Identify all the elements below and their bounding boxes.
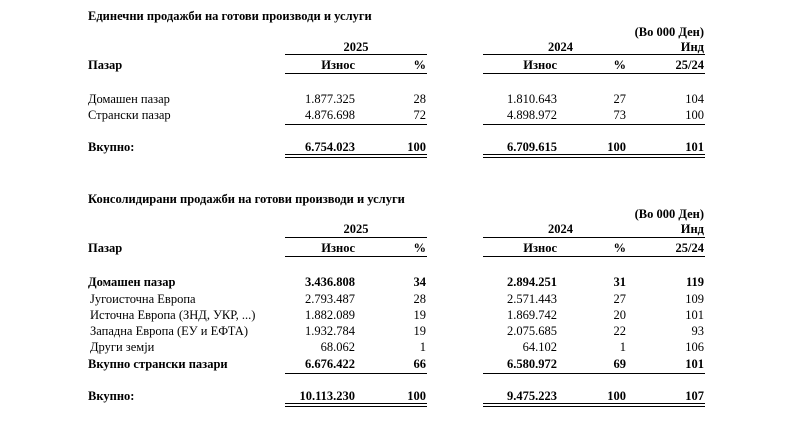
total-pct-2025: 100 <box>407 140 426 154</box>
row-pct-2024: 20 <box>613 308 626 322</box>
table2-total-double-underline-2024 <box>483 403 705 407</box>
total-label: Вкупно: <box>88 389 135 403</box>
table1-2025-underline <box>285 54 427 55</box>
table1-header-amount-2024: Износ <box>523 58 557 72</box>
total-amount-2024: 9.475.223 <box>507 389 557 403</box>
table2-header-market: Пазар <box>88 241 123 255</box>
row-pct-2024: 27 <box>613 292 626 306</box>
table1-year-2024: 2024 <box>548 40 573 54</box>
row-pct-2025: 34 <box>413 275 426 289</box>
row-amount-2025: 2.793.487 <box>305 292 355 306</box>
table2-year-2024: 2024 <box>548 222 573 236</box>
row-pct-2024: 31 <box>613 275 626 289</box>
row-amount-2025: 1.932.784 <box>305 324 355 338</box>
row-label: Странски пазар <box>88 108 171 122</box>
row-amount-2024: 2.894.251 <box>507 275 557 289</box>
table1-header-underline-2024 <box>483 73 705 74</box>
table2-rows-underline-2025 <box>285 373 427 374</box>
table2-index-bottom: 25/24 <box>675 241 704 255</box>
row-amount-2024: 1.810.643 <box>507 92 557 106</box>
row-index: 106 <box>685 340 704 354</box>
row-index: 104 <box>685 92 704 106</box>
table2-header-amount-2025: Износ <box>321 241 355 255</box>
row-index: 101 <box>685 308 704 322</box>
row-label: Домашен пазар <box>88 275 176 289</box>
table2-header-pct-2024: % <box>613 241 626 255</box>
table2-total-double-underline-2025 <box>285 403 427 407</box>
table2-2025-underline <box>285 237 427 238</box>
row-pct-2025: 28 <box>413 292 426 306</box>
row-amount-2024: 2.571.443 <box>507 292 557 306</box>
table2-unit: (Во 000 Ден) <box>634 207 704 221</box>
row-pct-2024: 22 <box>613 324 626 338</box>
row-pct-2024: 69 <box>613 357 626 371</box>
total-amount-2025: 6.754.023 <box>305 140 355 154</box>
total-index: 101 <box>685 140 704 154</box>
total-amount-2025: 10.113.230 <box>299 389 355 403</box>
row-index: 93 <box>691 324 704 338</box>
table2-header-amount-2024: Износ <box>523 241 557 255</box>
row-pct-2025: 66 <box>413 357 426 371</box>
row-amount-2025: 4.876.698 <box>305 108 355 122</box>
table2-header-underline-2024 <box>483 256 705 257</box>
table1-year-2025: 2025 <box>343 40 369 54</box>
row-pct-2025: 19 <box>413 324 426 338</box>
row-index: 109 <box>685 292 704 306</box>
row-pct-2024: 1 <box>619 340 626 354</box>
row-pct-2025: 72 <box>413 108 426 122</box>
table1-header-pct-2025: % <box>413 58 426 72</box>
row-label: Источна Европа (ЗНД, УКР, ...) <box>90 308 256 322</box>
row-amount-2024: 6.580.972 <box>507 357 557 371</box>
row-amount-2025: 1.882.089 <box>305 308 355 322</box>
row-index: 119 <box>685 275 704 289</box>
row-label: Вкупно странски пазари <box>88 357 228 371</box>
row-pct-2024: 73 <box>613 108 626 122</box>
table2-title: Консолидирани продажби на готови производи и услуги <box>88 192 405 206</box>
total-pct-2025: 100 <box>407 389 426 403</box>
row-amount-2024: 4.898.972 <box>507 108 557 122</box>
total-amount-2024: 6.709.615 <box>507 140 557 154</box>
table2-2024-underline <box>483 237 705 238</box>
table1-index-top: Инд <box>680 40 704 54</box>
total-pct-2024: 100 <box>607 389 626 403</box>
table1-rows-underline-2024 <box>483 124 705 125</box>
table1-total-double-underline-2025 <box>285 154 427 158</box>
table2-year-2025: 2025 <box>343 222 369 236</box>
row-amount-2025: 6.676.422 <box>305 357 355 371</box>
row-label: Други земји <box>90 340 155 354</box>
row-pct-2025: 28 <box>413 92 426 106</box>
row-label: Западна Европа (ЕУ и ЕФТА) <box>90 324 248 338</box>
table1-unit: (Во 000 Ден) <box>634 25 704 39</box>
table1-total-double-underline-2024 <box>483 154 705 158</box>
table2-rows-underline-2024 <box>483 373 705 374</box>
row-amount-2025: 1.877.325 <box>305 92 355 106</box>
table1-header-amount-2025: Износ <box>321 58 355 72</box>
row-label: Југоисточна Европа <box>90 292 196 306</box>
table1-2024-underline <box>483 54 705 55</box>
table1-title: Единечни продажби на готови производи и услуги <box>88 9 372 23</box>
table2-header-underline-2025 <box>285 256 427 257</box>
table1-rows-underline-2025 <box>285 124 427 125</box>
row-amount-2025: 3.436.808 <box>305 275 355 289</box>
table1-index-bottom: 25/24 <box>675 58 704 72</box>
table1-header-underline-2025 <box>285 73 427 74</box>
table2-index-top: Инд <box>680 222 704 236</box>
row-index: 100 <box>685 108 704 122</box>
row-pct-2024: 27 <box>613 92 626 106</box>
total-index: 107 <box>685 389 704 403</box>
total-pct-2024: 100 <box>607 140 626 154</box>
row-amount-2024: 64.102 <box>522 340 557 354</box>
row-amount-2025: 68.062 <box>320 340 355 354</box>
row-amount-2024: 1.869.742 <box>507 308 557 322</box>
row-pct-2025: 1 <box>419 340 426 354</box>
table1-header-pct-2024: % <box>613 58 626 72</box>
row-amount-2024: 2.075.685 <box>507 324 557 338</box>
row-index: 101 <box>685 357 704 371</box>
row-label: Домашен пазар <box>88 92 170 106</box>
table1-header-market: Пазар <box>88 58 123 72</box>
total-label: Вкупно: <box>88 140 135 154</box>
row-pct-2025: 19 <box>413 308 426 322</box>
table2-header-pct-2025: % <box>413 241 426 255</box>
